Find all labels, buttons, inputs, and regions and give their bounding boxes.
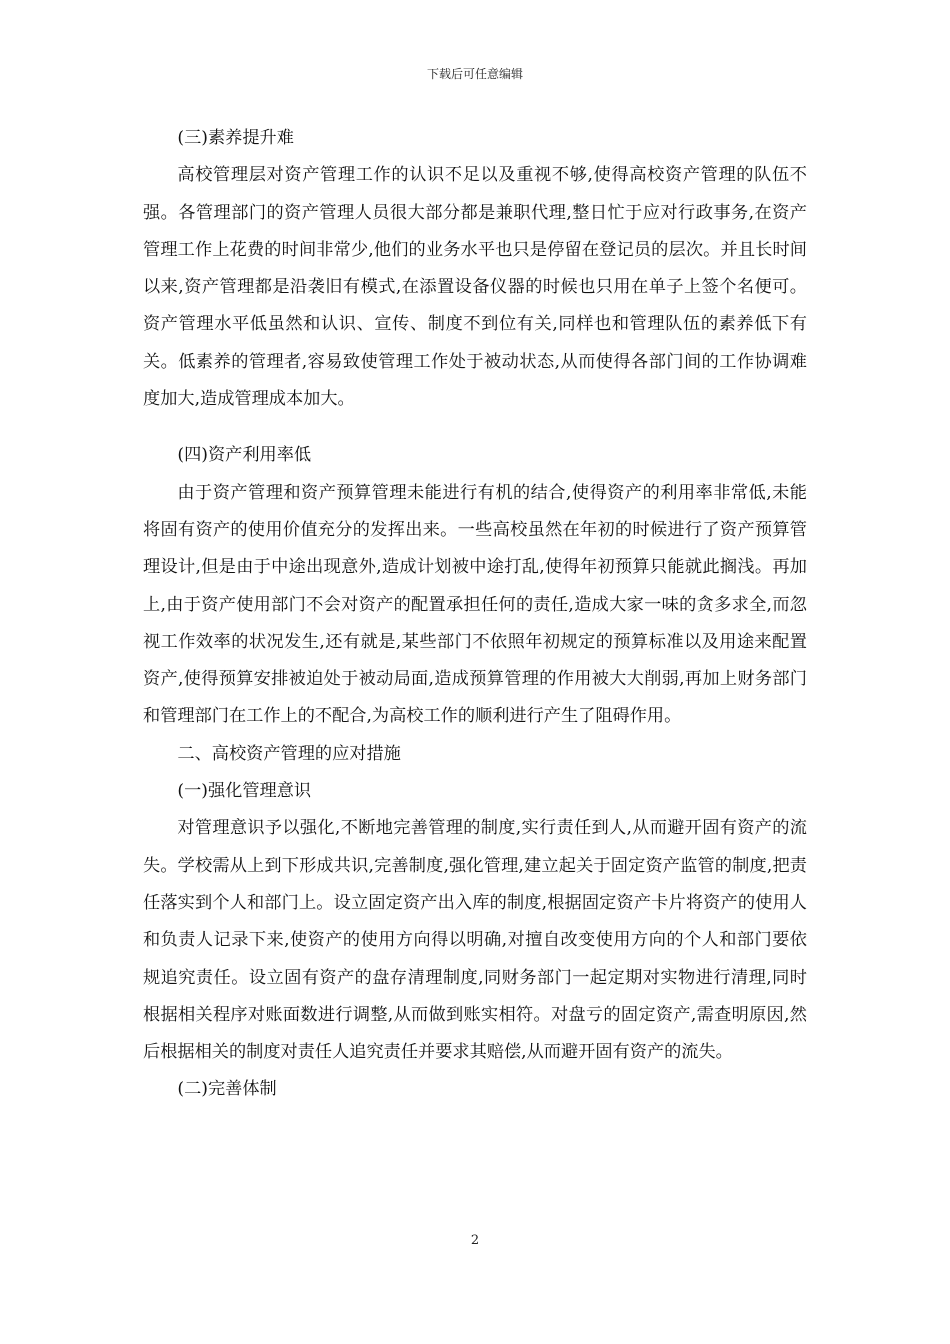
paragraph-awareness: 对管理意识予以强化,不断地完善管理的制度,实行责任到人,从而避开固有资产的流失。学校需从上到下形成共识,完善制度,强化管理,建立起关于固定资产监管的制度,把责任落实到个人和部门上。设立固定资产出入库的制度,根据固定资产卡片将资产的使用人和负责人记录下来,使资产的使用方向得以明确,对擅自改变使用方向的个人和部门要依规追究责任。设立固有资产的盘存清理制度,同财务部门一起定期对实物进行清理,同时根据相关程序对账面数进行调整,从而做到账实相符。对盘亏的固定资产,需查明原因,然后根据相关的制度对责任人追究责任并要求其赔偿,从而避开固有资产的流失。: [143, 818, 807, 1063]
paragraph-utilization: 由于资产管理和资产预算管理未能进行有机的结合,使得资产的利用率非常低,未能将固有资产的使用价值充分的发挥出来。一些高校虽然在年初的时候进行了资产预算管理设计,但是由于中途出现意外,造成计划被中途打乱,使得年初预算只能就此搁浅。再加上,由于资产使用部门不会对资产的配置承担任何的责任,造成大家一味的贪多求全,而忽视工作效率的状况发生,还有就是,某些部门不依照年初规定的预算标准以及用途来配置资产,使得预算安排被迫处于被动局面,造成预算管理的作用被大大削弱,再加上财务部门和管理部门在工作上的不配合,为高校工作的顺利进行产生了阻碍作用。: [143, 482, 807, 727]
paragraph-literacy: 高校管理层对资产管理工作的认识不足以及重视不够,使得高校资产管理的队伍不强。各管理部门的资产管理人员很大部分都是兼职代理,整日忙于应对行政事务,在资产管理工作上花费的时间非常少,他们的业务水平也只是停留在登记员的层次。并且长时间以来,资产管理都是沿袭旧有模式,在添置设备仪器的时候也只用在单子上签个名便可。资产管理水平低虽然和认识、宣传、制度不到位有关,同样也和管理队伍的素养低下有关。低素养的管理者,容易致使管理工作处于被动状态,从而使得各部门间的工作协调难度加大,造成管理成本加大。: [143, 165, 807, 410]
section-heading-measures: 二、高校资产管理的应对措施: [177, 743, 401, 764]
document-body: [143, 120, 807, 1109]
page-number: 2: [470, 1233, 480, 1248]
page-header: 下载后可任意编辑: [426, 67, 523, 81]
subheading-system: (二)完善体制: [177, 1079, 277, 1100]
subheading-literacy: (三)素养提升难: [177, 128, 294, 148]
subheading-utilization: (四)资产利用率低: [177, 445, 312, 466]
subheading-awareness: (一)强化管理意识: [177, 781, 312, 802]
